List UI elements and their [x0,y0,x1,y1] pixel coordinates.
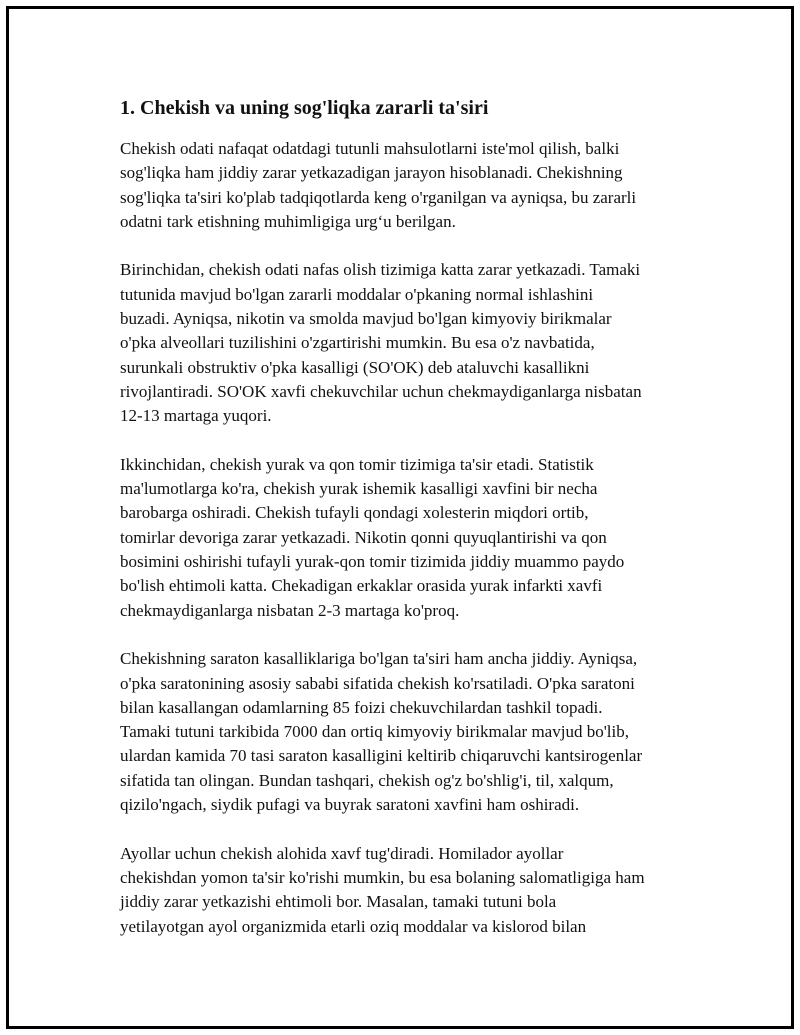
paragraph-women: Ayollar uchun chekish alohida xavf tug'diradi. Homilador ayollar chekishdan yomon ta'sir ko'rishi mumkin, bu esa bolaning salomatligiga ham jiddiy zarar yetkazishi ehtimoli bor. Masalan, tamaki tutuni bola yetilayotgan ayol organizmida etarli oziq moddalar va kislorod bilan [120,843,645,936]
paragraph-intro: Chekish odati nafaqat odatdagi tutunli mahsulotlarni iste'mol qilish, balki sog'liqka ham jiddiy zarar yetkazadigan jarayon hisoblanadi. Chekishning sog'liqka ta'siri ko'plab tadqiqotlarda keng o'rganilgan va ayniqsa, bu zararli odatni tark etishning muhimligiga urg‘u berilgan. [120,139,637,231]
paragraph-cancer: Chekishning saraton kasalliklariga bo'lgan ta'siri ham ancha jiddiy. Ayniqsa, o'pka saratonining asosiy sababi sifatida chekish ko'rsatiladi. O'pka saratoni bilan kasallangan odamlarning 85 foizi chekuvchilardan tashkil topadi. Tamaki tutuni tarkibida 7000 dan ortiq kimyoviy birikmalar mavjud bo'lib, ulardan kamida 70 tasi saraton kasalligini keltirib chiqaruvchi kantsirogenlar sifatida tan olingan. Bundan tashqari, chekish og'z bo'shlig'i, til, xalqum, qizilo'ngach, siydik pufagi va buyrak saratoni xavfini ham oshiradi. [120,649,643,815]
paragraph-cardiovascular: Ikkinchidan, chekish yurak va qon tomir tizimiga ta'sir etadi. Statistik ma'lumotlarga ko'ra, chekish yurak ishemik kasalligi xavfini bir necha barobarga oshiradi. Chekish tufayli qondagi xolesterin miqdori ortib, tomirlar devoriga zarar yetkazadi. Nikotin qonni quyuqlantirishi va qon bosimini oshirishi tufayli yurak-qon tomir tizimida jiddiy muammo paydo bo'lish ehtimoli katta. Chekadigan erkaklar orasida yurak infarkti xavfi chekmaydiganlarga nisbatan 2-3 martaga ko'proq. [120,454,625,620]
section-heading: 1. Chekish va uning sog'liqka zararli ta'siri [120,97,489,119]
paragraph-respiratory: Birinchidan, chekish odati nafas olish tizimiga katta zarar yetkazadi. Tamaki tutunida mavjud bo'lgan zararli moddalar o'pkaning normal ishlashini buzadi. Ayniqsa, nikotin va smolda mavjud bo'lgan kimyoviy birikmalar o'pka alveollari tuzilishini o'zgartirishi mumkin. Bu esa o'z navbatida, surunkali obstruktiv o'pka kasalligi (SO'OK) deb ataluvchi kasallikni rivojlantiradi. SO'OK xavfi chekuvchilar uchun chekmaydiganlarga nisbatan 12-13 martaga yuqori. [120,260,642,426]
page-frame [6,6,794,1029]
document-body [120,95,700,963]
